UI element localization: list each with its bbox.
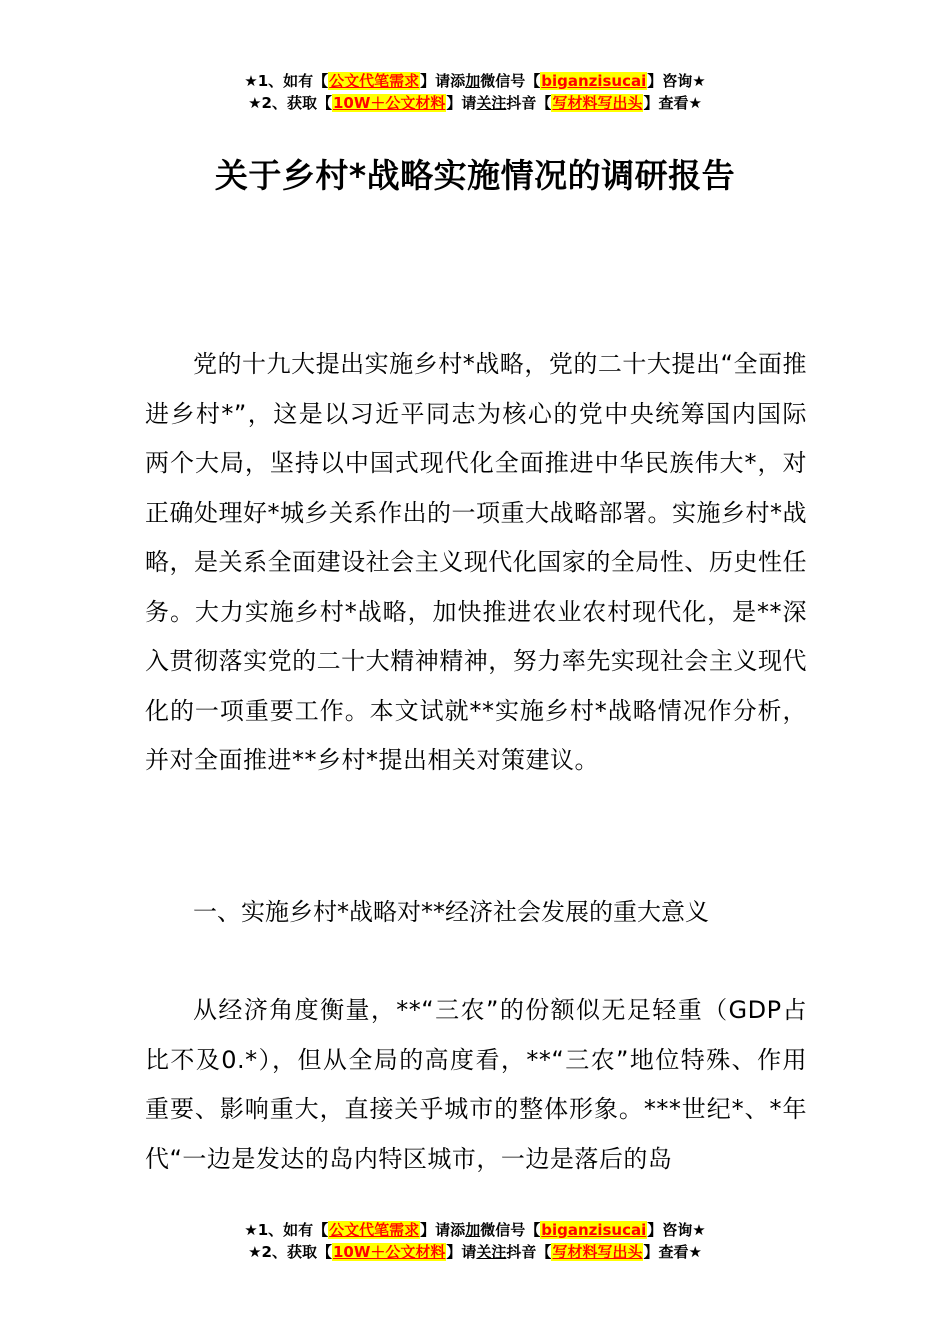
promo-text: 】查看★ — [643, 1243, 702, 1261]
body-paragraph-2: 从经济角度衡量，**“三农”的份额似无足轻重（GDP占比不及0.*），但从全局的高度看，**“三农”地位特殊、作用重要、影响重大，直接关乎城市的整体形象。***世纪*、*年代“一边是发达的岛内特区城市，一边是落后的岛 — [145, 996, 807, 1173]
promo-text: ★1、如有【 — [244, 72, 329, 90]
promo-text: 抖音【 — [506, 94, 552, 112]
promo-emphasis: 关注 — [476, 1243, 507, 1261]
promo-line-1 — [0, 70, 950, 92]
promo-highlight-douyin: 写材料写出头 — [552, 1243, 643, 1261]
promo-text: 】请 — [446, 1243, 477, 1261]
promo-text: 微信号【 — [480, 72, 541, 90]
promo-emphasis: 加 — [465, 72, 481, 90]
promo-text: 】请添 — [420, 1221, 466, 1239]
promo-text: 】查看★ — [643, 94, 702, 112]
promo-highlight-wechat-id: biganzisucai — [541, 72, 647, 90]
promo-text: 】咨询★ — [647, 1221, 706, 1239]
promo-text: ★1、如有【 — [244, 1221, 329, 1239]
promo-text: 】请 — [446, 94, 477, 112]
promo-highlight-douyin: 写材料写出头 — [552, 94, 643, 112]
promo-text: 】请添 — [420, 72, 466, 90]
promo-highlight-materials: 10W＋公文材料 — [332, 94, 446, 112]
promo-emphasis: 关注 — [476, 94, 507, 112]
promo-highlight-service: 公文代笔需求 — [329, 72, 420, 90]
promo-text: 】咨询★ — [647, 72, 706, 90]
promo-highlight-materials: 10W＋公文材料 — [332, 1243, 446, 1261]
promo-highlight-service: 公文代笔需求 — [329, 1221, 420, 1239]
promo-text: ★2、获取【 — [248, 1243, 332, 1261]
body-paragraph-1: 党的十九大提出实施乡村*战略，党的二十大提出“全面推进乡村*”，这是以习近平同志为核心的党中央统筹国内国际两个大局，坚持以中国式现代化全面推进中华民族伟大*，对正确处理好*城乡关系作出的一项重大战略部署。实施乡村*战略，是关系全面建设社会主义现代化国家的全局性、历史性任务。大力实施乡村*战略，加快推进农业农村现代化，是**深入贯彻落实党的二十大精神精神，努力率先实现社会主义现代化的一项重要工作。本文试就**实施乡村*战略情况作分析，并对全面推进**乡村*提出相关对策建议。 — [145, 350, 807, 774]
promo-line-2 — [0, 1241, 950, 1263]
promo-banner-top — [0, 70, 950, 114]
promo-emphasis: 加 — [465, 1221, 481, 1239]
promo-text: ★2、获取【 — [248, 94, 332, 112]
promo-highlight-wechat-id: biganzisucai — [541, 1221, 647, 1239]
promo-line-1 — [0, 1219, 950, 1241]
document-title: 关于乡村*战略实施情况的调研报告 — [214, 156, 736, 195]
promo-text: 抖音【 — [506, 1243, 552, 1261]
promo-text: 微信号【 — [480, 1221, 541, 1239]
promo-line-2 — [0, 92, 950, 114]
promo-banner-bottom — [0, 1219, 950, 1263]
section-heading-1: 一、实施乡村*战略对**经济社会发展的重大意义 — [193, 898, 709, 926]
